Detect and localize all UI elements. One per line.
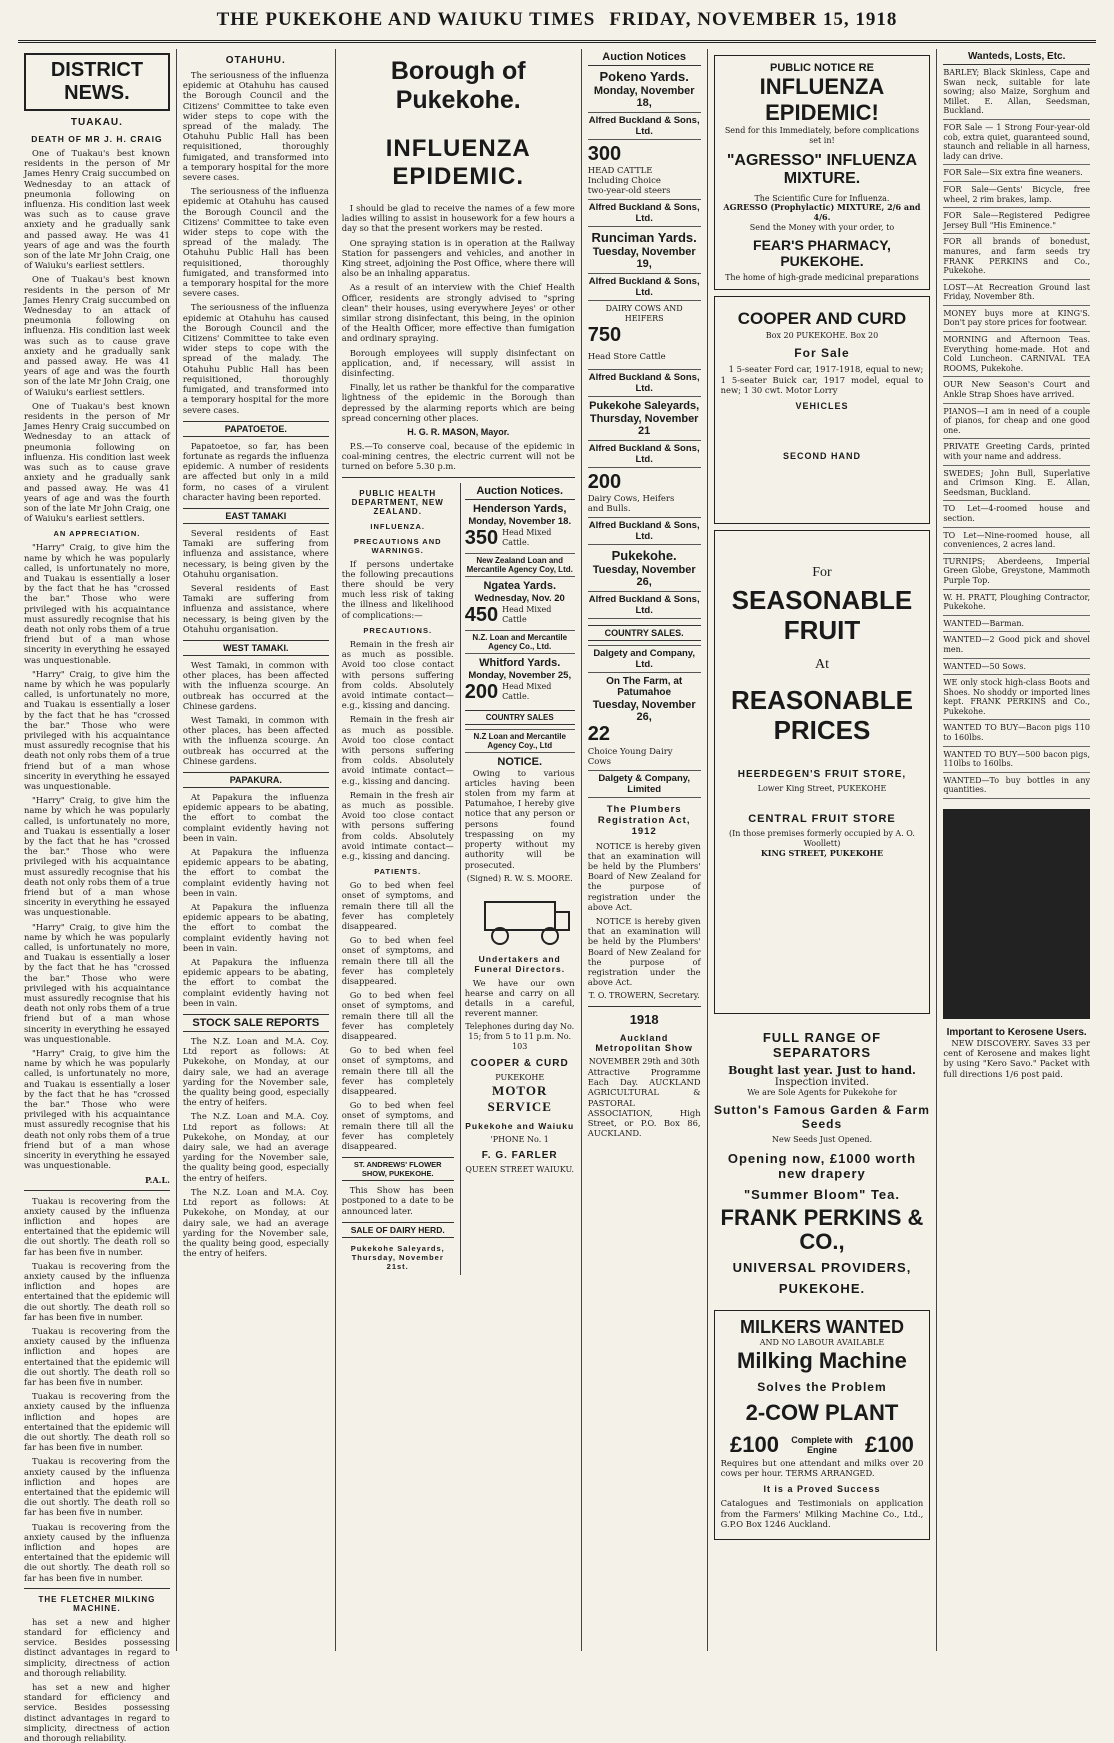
lot-count: 22: [587, 723, 610, 746]
farler-name: F. G. FARLER: [481, 1150, 558, 1162]
nz-loan-firm: New Zealand Loan and Mercantile Agency Coy, Ltd.: [465, 553, 575, 577]
masthead-date: FRIDAY, NOVEMBER 15, 1918: [609, 9, 898, 30]
classified-item: WANTED—To buy bottles in any quantities.: [943, 773, 1090, 799]
country-sales-heading: COUNTRY SALES: [465, 710, 575, 725]
perkins-ad: [714, 1020, 931, 1305]
sale-lot: [465, 527, 575, 550]
notice-paragraph: Finally, let us rather be thankful for the comparative lightness of the epidemic in the Borough than depressed by the alarming reports which are being spread concerning other places.: [341, 382, 575, 423]
lot-desc: Head Mixed Cattle.: [502, 528, 552, 548]
universal-providers: UNIVERSAL PROVIDERS,: [732, 1260, 912, 1276]
auction-notices-2: [460, 483, 575, 1275]
sale-lot: [465, 604, 575, 627]
classified-item: SWEDES; John Bull, Superlative and Crimson King. E. Allan, Seedsman, Buckland.: [943, 466, 1090, 502]
sutton-sub: New Seeds Just Opened.: [771, 1135, 872, 1145]
public-notice: PUBLIC NOTICE RE: [770, 62, 874, 74]
sale-lot: [588, 324, 701, 366]
epidemic-heading: INFLUENZA EPIDEMIC!: [759, 74, 885, 125]
notice-paragraph: Owing to various articles having been stolen from my farm at Patumahoe, I hereby give notice that any person or persons found trespassing on my property without my authority will be prosecuted.: [464, 767, 575, 870]
lot-count: 200: [587, 470, 622, 493]
article-paragraph: Tuakau is recovering from the anxiety caused by the influenza infliction and hopes are entertained that the epidemic will die out shortly. The death roll so far has been five in number.: [24, 1391, 170, 1453]
pokeno-date: Monday, November 18,: [593, 85, 695, 109]
second-hand-heading: SECOND HAND: [782, 450, 861, 461]
classified-item: BARLEY; Black Skinless, Cape and Swan neck, suitable for late sowing; also Maize, Sorghum and Millet. E. Allan, Seedsman, Buckland.: [943, 65, 1090, 120]
buckland-firm: Alfred Buckland & Sons, Ltd.: [588, 517, 701, 545]
west-tamaki-heading: WEST TAMAKI.: [183, 640, 329, 656]
article-paragraph: The seriousness of the influenza epidemic at Otahuhu has caused the Borough Council and the Citizens' Committee to take even wider steps to cope with the spread of the malady. The Otahuhu Public Hall has been requisitioned, thoroughly fumigated, and transformed into a temporary hospital for the more severe cases.: [182, 302, 329, 415]
show-paragraph: Attractive Programme Each Day. AUCKLAND AGRICULTURAL & PASTORAL ASSOCIATION, High Street, or P.O. Box 86, AUCKLAND.: [587, 1067, 701, 1139]
lot-desc: Head Mixed Cattle.: [502, 682, 552, 702]
article-paragraph: The N.Z. Loan and M.A. Coy. Ltd report as follows: At Pukekohe, on Monday, at our dairy sale, we had an average yarding for the November sale, the quality being good, especially the entry of heifers.: [182, 1111, 329, 1183]
classified-item: WANTED—Barman.: [943, 616, 1090, 633]
sale-lot: [588, 723, 701, 767]
classified-item: FOR Sale—Gents' Bicycle, free wheel, 2 rim brakes, lamp.: [943, 182, 1090, 208]
central-sub: (In those premises formerly occupied by A. O. Woollett): [729, 829, 915, 849]
buckland-firm: Alfred Buckland & Sons, Ltd.: [588, 440, 701, 468]
article-paragraph: West Tamaki, in common with other places, has been affected with the influenza scourge. An outbreak has occurred at the Chinese gardens.: [182, 714, 329, 766]
column-district-news: [18, 49, 177, 1743]
column-advertisements: [708, 49, 938, 1651]
article-paragraph: At Papakura the influenza epidemic appears to be abating, the effort to combat the complaint evidently having not been in vain.: [182, 847, 329, 898]
farler-address: QUEEN STREET WAIUKU.: [465, 1165, 575, 1175]
send-line: Send for this Immediately, before complications set in!: [724, 126, 920, 145]
health-paragraph: Remain in the fresh air as much as possible. Avoid too close contact with persons suffering from colds. Absolutely avoid intimate contact—e.g., kissing and dancing.: [341, 714, 454, 786]
columns: [18, 49, 1096, 1743]
for-text: For: [812, 564, 832, 580]
opening-line: Opening now, £1000 worth new drapery: [727, 1151, 917, 1182]
lot-desc: HEAD CATTLE Including Choice two-year-old steers: [587, 166, 671, 196]
wanteds-heading: Wanteds, Losts, Etc.: [943, 49, 1090, 65]
notice-heading: NOTICE.: [497, 755, 543, 768]
agresso-price: AGRESSO (Prophylactic) MIXTURE, 2/6 and 4/6.: [723, 202, 921, 223]
article-paragraph: The seriousness of the influenza epidemic at Otahuhu has caused the Borough Council and the Citizens' Committee to take even wider steps to cope with the spread of the malady. The Otahuhu Public Hall has been requisitioned, thoroughly fumigated, and transformed into a temporary hospital for the more severe cases.: [182, 186, 329, 299]
otahuhu-heading: OTAHUHU.: [225, 55, 286, 66]
article-paragraph: Tuakau is recovering from the anxiety caused by the influenza infliction and hopes are entertained that the epidemic will die out shortly. The death roll so far has been five in number.: [24, 1325, 170, 1387]
article-paragraph: Tuakau is recovering from the anxiety caused by the influenza infliction and hopes are entertained that the epidemic will die out shortly. The death roll so far has been five in number.: [24, 1260, 170, 1322]
nz-loan-firm: N.Z Loan and Mercantile Agency Coy., Ltd: [465, 729, 575, 753]
tuakau-heading: TUAKAU.: [70, 117, 123, 128]
health-paragraph: Go to bed when feel onset of symptoms, and remain there till all the fever has completely disappeared.: [341, 1100, 454, 1152]
ngatea-date: Wednesday, Nov. 20: [474, 592, 565, 604]
column-local-news: [177, 49, 336, 1651]
proved-success: It is a Proved Success: [763, 1484, 881, 1495]
health-paragraph: Go to bed when feel onset of symptoms, and remain there till all the fever has completely disappeared.: [341, 880, 454, 931]
mayor-signature: H. G. R. MASON, Mayor.: [407, 427, 510, 438]
kerosene-paragraph: NEW DISCOVERY. Saves 33 per cent of Kerosene and makes light by using "Kero Savo." Packet with full directions 1/6 post paid.: [943, 1038, 1090, 1079]
classified-item: PRIVATE Greeting Cards, printed with your name and address.: [943, 439, 1090, 465]
fears-sub: The home of high-grade medicinal preparations: [725, 272, 919, 282]
district-news-heading: DISTRICT NEWS.: [24, 53, 170, 111]
classified-item: PIANOS—I am in need of a couple of pianos, for cheap and one good one.: [943, 404, 1090, 440]
lot-desc: Choice Young Dairy Cows: [587, 746, 673, 767]
health-notice: [342, 483, 454, 1275]
pukekohe-date: Tuesday, November 26,: [592, 564, 696, 589]
health-paragraph: Go to bed when feel onset of symptoms, and remain there till all the fever has completely disappeared.: [341, 1045, 454, 1097]
classified-list: [943, 65, 1090, 799]
for-sale-items: 1 5-seater Ford car, 1917-1918, equal to new; 1 5-seater Buick car, 1917 model, equal to new; 1 30 cwt. Motor Lorry: [720, 364, 924, 395]
divider: [588, 1006, 701, 1007]
ngatea-yards: Ngatea Yards.: [483, 579, 556, 592]
show-heading: Auckland Metropolitan Show: [595, 1033, 693, 1054]
terms-line: Requires but one attendant and milks over 20 cows per hour. TERMS ARRANGED.: [720, 1457, 924, 1479]
article-paragraph: Papatoetoe, so far, has been fortunate as regards the influenza epidemic. A number of residents are affected but only in a mild form, no cases of a virulent character having been reported.: [182, 440, 329, 502]
health-paragraph: Go to bed when feel onset of symptoms, and remain there till all the fever has completely disappeared.: [341, 935, 454, 986]
telephone-numbers: Telephones during day No. 15; from 5 to 11 p.m. No. 103: [465, 1022, 575, 1051]
health-paragraph: Remain in the fresh air as much as possible. Avoid too close contact with persons suffering from colds. Absolutely avoid intimate contact—e.g., kissing and dancing.: [341, 638, 454, 711]
sole-agents: We are Sole Agents for Pukekohe for: [747, 1087, 897, 1097]
notice-paragraph: As a result of an interview with the Chief Health Officer, residents are strongly advised to "spring clean" their houses, using everywhere Jeyes' or other similar strong disinfectant, this being, in the opinion of the Health Officer, more effective than fumigation and ordinary spraying.: [341, 282, 575, 344]
sale-lot: [588, 143, 701, 196]
bought-line: Bought last year. Just to hand.: [728, 1063, 916, 1077]
perkins-heading: FRANK PERKINS & CO.,: [720, 1205, 924, 1255]
henderson-yards: Henderson Yards,: [473, 502, 567, 515]
article-paragraph: One of Tuakau's best known residents in the person of Mr James Henry Craig succumbed on Wednesday to an attack of pneumonia following on influenza. His condition last week was such as to cause grave anxiety and he gradually sank and passed away. He was 41 years of age and was the fourth son of the late Mr John Craig, one of Waiuku's earliest settlers.: [24, 400, 170, 524]
article-paragraph: "Harry" Craig, to give him the name by which he was popularly called, is unfortunately no more, and Tuakau is essentially a loser by the fact that he has "crossed the bar." Those who were privileged with his acquaintance must assuredly recognise that his death not only robs them of a true friend but of a man whose sincerity in everything he essayed was unquestionable.: [24, 921, 170, 1044]
classified-item: TO Let—4-roomed house and section.: [943, 501, 1090, 527]
nz-loan-firm: N.Z. Loan and Mercantile Agency Co., Ltd.: [465, 630, 575, 654]
article-paragraph: The N.Z. Loan and M.A. Coy. Ltd report as follows: At Pukekohe, on Monday, at our dairy sale, we had an average yarding for the November sale, the quality being good, especially the entry of heifers.: [182, 1036, 329, 1108]
health-paragraph: Remain in the fresh air as much as possible. Avoid too close contact with persons suffering from colds. Absolutely avoid intimate contact—e.g., kissing and dancing.: [341, 789, 454, 861]
stock-sale-heading: STOCK SALE REPORTS: [183, 1014, 329, 1032]
sutton-heading: Sutton's Famous Garden & Farm Seeds: [714, 1103, 930, 1132]
buckland-firm: Alfred Buckland & Sons, Ltd.: [588, 273, 701, 301]
motor-phone: 'PHONE No. 1: [490, 1134, 549, 1144]
sale-lot: [465, 681, 575, 704]
article-paragraph: The seriousness of the influenza epidemic at Otahuhu has caused the Borough Council and the Citizens' Committee to take even wider steps to cope with the spread of the malady. The Otahuhu Public Hall has been requisitioned, thoroughly fumigated, and transformed into a temporary hospital for the more severe cases.: [182, 70, 329, 183]
sale-lot: [588, 471, 701, 515]
runciman-note: DAIRY COWS AND HEIFERS: [605, 304, 683, 323]
pokeno-yards: Pokeno Yards.: [599, 69, 689, 84]
author-initials: P.A.L.: [144, 1174, 170, 1185]
patumahoe-farm: On The Farm, at Patumahoe: [606, 676, 683, 699]
notice-paragraph: P.S.—To conserve coal, because of the epidemic in coal-mining centres, the electric current will not be turned on before 5.30 p.m.: [341, 441, 575, 472]
article-paragraph: has set a new and higher standard for efficiency and service. Besides possessing distinct advantages in regard to simplicity, directness of action and thorough reliability.: [24, 1682, 170, 1743]
article-paragraph: One of Tuakau's best known residents in the person of Mr James Henry Craig succumbed on Wednesday to an attack of pneumonia following on influenza. His condition last week was such as to cause grave anxiety and he gradually sank and passed away. He was 41 years of age and was the fourth son of the late Mr John Craig, one of Waiuku's earliest settlers.: [24, 148, 170, 271]
east-tamaki-heading: EAST TAMAKI: [183, 508, 329, 524]
heerdegen-heading: HEERDEGEN'S FRUIT STORE,: [737, 768, 907, 780]
papakura-heading: PAPAKURA.: [183, 772, 329, 788]
classified-item: TURNIPS; Aberdeens, Imperial Green Globe, Greystone, Mammoth Purple Top.: [943, 554, 1090, 590]
kerosene-heading: Important to Kerosene Users.: [946, 1027, 1087, 1039]
buckland-firm: Alfred Buckland & Sons, Ltd.: [588, 199, 701, 227]
whitford-date: Monday, November 25,: [468, 669, 572, 681]
runciman-yards: Runciman Yards.: [591, 230, 697, 245]
black-box: [943, 809, 1090, 1019]
article-paragraph: "Harry" Craig, to give him the name by which he was popularly called, is unfortunately no more, and Tuakau is essentially a loser by the fact that he has "crossed the bar." Those who were privileged with his acquaintance must assuredly recognise that his death not only robs them of a true friend but of a man whose sincerity in everything he essayed was unquestionable.: [24, 795, 170, 918]
heerdegen-sub: Lower King Street, PUKEKOHE: [757, 783, 887, 793]
borough-heading: Borough of Pukekohe.: [390, 57, 526, 114]
auction-notices-heading: Auction Notices: [588, 49, 701, 66]
health-heading: PUBLIC HEALTH DEPARTMENT, NEW ZEALAND.: [351, 488, 444, 516]
article-paragraph: has set a new and higher standard for efficiency and service. Besides possessing distinct advantages in regard to simplicity, directness of action and thorough reliability.: [24, 1616, 170, 1678]
hearse-icon: [465, 888, 585, 948]
article-paragraph: "Harry" Craig, to give him the name by which he was popularly called, is unfortunately no more, and Tuakau is essentially a loser by the fact that he has "crossed the bar." Those who were privileged with his acquaintance must assuredly recognise that his death not only robs them of a true friend but of a man whose sincerity in everything he essayed was unquestionable.: [24, 542, 170, 665]
solves-problem: Solves the Problem: [757, 1379, 887, 1394]
patients-heading: PATIENTS.: [374, 867, 422, 877]
lot-count: 300: [587, 143, 622, 165]
article-paragraph: Tuakau is recovering from the anxiety caused by the influenza infliction and hopes are entertained that the epidemic will die out shortly. The death roll so far has been five in number.: [24, 1195, 170, 1257]
lot-count: 350: [464, 526, 499, 549]
pukekohe-sale: Pukekohe.: [611, 548, 677, 564]
patumahoe-date: Tuesday, November 26,: [592, 699, 696, 724]
influenza-mixture-ad: [714, 55, 931, 290]
price-right: £100: [864, 1431, 914, 1457]
dalgety-firm: Dalgety and Company, Ltd.: [588, 645, 701, 673]
undertakers-heading: Undertakers and Funeral Directors.: [474, 953, 566, 974]
article-paragraph: "Harry" Craig, to give him the name by which he was popularly called, is unfortunately no more, and Tuakau is essentially a loser by the fact that he has "crossed the bar." Those who were privileged with his acquaintance must assuredly recognise that his death not only robs them of a true friend but of a man whose sincerity in everything he essayed was unquestionable.: [24, 1048, 170, 1171]
saleyards-date: Thursday, November 21: [589, 412, 699, 437]
lot-count: 450: [464, 603, 499, 626]
plumbers-paragraph: NOTICE is hereby given that an examination will be held by the Plumbers' Board of New Zealand for the purpose of registration under the above Act.: [587, 916, 701, 988]
central-address: KING STREET, PUKEKOHE: [760, 847, 884, 858]
reasonable-prices: REASONABLE PRICES: [730, 684, 913, 745]
summer-bloom: "Summer Bloom" Tea.: [743, 1187, 900, 1203]
health-paragraph: Go to bed when feel onset of symptoms, and remain there till all the fever has completely disappeared.: [341, 990, 454, 1041]
papatoetoe-heading: PAPATOETOE.: [183, 421, 329, 437]
country-sales-heading: COUNTRY SALES.: [588, 625, 701, 641]
vehicles-heading: VEHICLES: [795, 400, 849, 411]
cooper-box-line: Box 20 PUKEKOHE. Box 20: [765, 330, 879, 340]
classified-item: TO Let—Nine-roomed house, all conveniences, 2 acres land.: [943, 528, 1090, 554]
separators-heading: FULL RANGE OF SEPARATORS: [762, 1029, 882, 1060]
seasonable-fruit: SEASONABLE FRUIT: [731, 584, 913, 645]
classified-item: MORNING and Afternoon Teas. Everything home-made. Hot and Cold Luncheon. CARNIVAL TEA ROOMS, Pukekohe.: [943, 332, 1090, 377]
divider: [24, 1588, 170, 1589]
masthead-title: THE PUKEKOHE AND WAIUKU TIMES: [216, 9, 596, 30]
precautions2-heading: PRECAUTIONS.: [363, 625, 433, 635]
health-paragraph: If persons undertake the following precautions there should be very much less risk of taking the illness and likelihood of complications:—: [341, 558, 454, 620]
cooper-curd-heading: COOPER AND CURD: [737, 308, 907, 328]
milking-machine-ad: [714, 1310, 931, 1540]
article-paragraph: Several residents of East Tamaki are suffering from influenza and assistance, where necessary, is being given by the Otahuhu organisation.: [182, 582, 329, 634]
inspection-line: Inspection invited.: [774, 1076, 870, 1088]
article-paragraph: West Tamaki, in common with other places, has been affected with the influenza scourge. An outbreak has occurred at the Chinese gardens.: [182, 659, 329, 711]
notice-paragraph: Borough employees will supply disinfectant on application, and, if necessary, will assist in disinfecting.: [341, 347, 575, 379]
article-paragraph: Tuakau is recovering from the anxiety caused by the influenza infliction and hopes are entertained that the epidemic will die out shortly. The death roll so far has been five in number.: [24, 1521, 170, 1583]
lot-count: 750: [587, 323, 622, 346]
plumbers-heading: The Plumbers Registration Act, 1912: [597, 803, 691, 837]
agresso-heading: "AGRESSO" INFLUENZA MIXTURE.: [726, 151, 918, 187]
article-paragraph: Tuakau is recovering from the anxiety caused by the influenza infliction and hopes are entertained that the epidemic will die out shortly. The death roll so far has been five in number.: [24, 1456, 170, 1518]
article-paragraph: At Papakura the influenza epidemic appears to be abating, the effort to combat the complaint evidently having not been in vain.: [182, 791, 329, 843]
influenza-heading: INFLUENZA EPIDEMIC.: [385, 135, 531, 190]
plumbers-paragraph: NOTICE is hereby given that an examination will be held by the Plumbers' Board of New Zealand for the purpose of registration under the above Act.: [587, 840, 701, 912]
notice-signature: (Signed) R. W. S. MOORE.: [466, 873, 573, 883]
classified-item: WANTED TO BUY—Bacon pigs 110 to 160lbs.: [943, 720, 1090, 746]
send-money: Send the Money with your order, to: [749, 222, 895, 232]
divider: [342, 477, 575, 478]
fears-pharmacy: FEAR'S PHARMACY, PUKEKOHE.: [753, 236, 891, 269]
article-paragraph: The N.Z. Loan and M.A. Coy. Ltd report as follows: At Pukekohe, on Monday, at our dairy sale, we had an average yarding for the November sale, the quality being good, especially the entry of heifers.: [182, 1186, 329, 1259]
henderson-date: Monday, November 18.: [468, 515, 572, 527]
dairy-sale-heading: SALE OF DAIRY HERD.: [342, 1222, 454, 1238]
saleyards: Pukekohe Saleyards,: [589, 399, 700, 412]
show-date: NOVEMBER 29th and 30th: [588, 1057, 700, 1067]
classified-item: FOR Sale—Registered Pedigree Jersey Bull "His Eminence.": [943, 208, 1090, 234]
article-paragraph: Several residents of East Tamaki are suffering from influenza and assistance, where necessary, is being given by the Otahuhu organisation.: [182, 527, 329, 579]
column-auction-notices: [582, 49, 708, 1651]
notice-paragraph: I should be glad to receive the names of a few more ladies willing to assist in housework for a few hours a day so that the present workers may be rested.: [341, 203, 575, 234]
classified-item: WANTED TO BUY—500 bacon pigs, 110lbs to 160lbs.: [943, 747, 1090, 773]
milking-machine-heading: Milking Machine: [737, 1347, 907, 1373]
dairy-sale-sub: Pukekohe Saleyards, Thursday, November 21st.: [350, 1243, 445, 1271]
column-classifieds: [937, 49, 1096, 1651]
divider: [24, 1190, 170, 1191]
fruit-store-ad: [714, 530, 931, 1014]
price-left: £100: [730, 1431, 779, 1457]
article-paragraph: At Papakura the influenza epidemic appears to be abating, the effort to combat the complaint evidently having not been in vain.: [182, 957, 329, 1008]
runciman-date: Tuesday, November 19,: [592, 246, 696, 270]
health-sub: INFLUENZA.: [370, 521, 426, 531]
column-borough: [336, 49, 582, 1651]
agresso-sub: The Scientific Cure for Influenza.: [754, 193, 890, 203]
motor-service-sub: Pukekohe and Waiuku: [465, 1120, 575, 1131]
catalogues-line: Catalogues and Testimonials on application from the Farmers' Milking Machine Co., Ltd., G.P.O Box 1246 Auckland.: [720, 1498, 924, 1529]
whitford-yards: Whitford Yards.: [479, 656, 561, 669]
lot-desc: Dairy Cows, Heifers and Bulls.: [587, 494, 675, 515]
classified-item: LOST—At Recreation Ground last Friday, November 8th.: [943, 280, 1090, 306]
central-heading: CENTRAL FRUIT STORE: [748, 813, 896, 826]
cooper-curd: COOPER & CURD: [470, 1057, 569, 1069]
lot-desc: Head Mixed Cattle: [502, 605, 552, 625]
classified-item: OUR New Season's Court and Ankle Strap Shoes have arrived.: [943, 377, 1090, 403]
buckland-firm: Alfred Buckland & Sons, Ltd.: [588, 112, 701, 140]
lower-split: [342, 483, 575, 1275]
cooper-curd-ad: [714, 296, 931, 524]
classified-item: MONEY buys more at KING'S. Don't pay store prices for footwear.: [943, 306, 1090, 332]
flower-show-note: This Show has been postponed to a date to be announced later.: [341, 1185, 454, 1216]
classified-item: WANTED—50 Sows.: [943, 659, 1090, 676]
no-labour: AND NO LABOUR AVAILABLE: [759, 1338, 885, 1348]
price-row: [721, 1432, 924, 1458]
classified-item: WANTED—2 Good pick and shovel men.: [943, 632, 1090, 658]
article-paragraph: One of Tuakau's best known residents in the person of Mr James Henry Craig succumbed on Wednesday to an attack of pneumonia following on influenza. His condition last week was such as to cause grave anxiety and he gradually sank and passed away. He was 41 years of age and was the fourth son of the late Mr John Craig, one of Waiuku's earliest settlers.: [24, 274, 170, 397]
fletcher-heading: THE FLETCHER MILKING MACHINE.: [38, 1594, 156, 1613]
two-cow-plant: 2-COW PLANT: [745, 1399, 899, 1425]
buckland-firm: Alfred Buckland & Sons, Ltd.: [588, 591, 701, 619]
undertakers-paragraph: We have our own hearse and carry on all details in a careful, reverent manner.: [464, 977, 575, 1019]
notice-paragraph: One spraying station is in operation at the Railway Station for passengers and vehicles, and another in King street, adjoining the Post Office, where there will also be an inhaling apparatus.: [341, 237, 575, 279]
at-text: At: [814, 656, 829, 672]
article-paragraph: At Papakura the influenza epidemic appears to be abating, the effort to combat the complaint evidently having not been in vain.: [182, 902, 329, 953]
classified-item: FOR Sale — 1 Strong Four-year-old cob, extra quiet, guaranteed sound, staunch and reliable in all harness, lady can drive.: [943, 120, 1090, 165]
auction-notices-heading: Auction Notices.: [465, 483, 575, 500]
buckland-firm: Alfred Buckland & Sons, Ltd.: [588, 369, 701, 397]
classified-item: W. H. PRATT, Ploughing Contractor, Pukekohe.: [943, 590, 1090, 616]
milkers-wanted: MILKERS WANTED: [739, 1317, 904, 1338]
complete-engine: Complete with Engine: [791, 1434, 853, 1455]
masthead: [18, 0, 1096, 43]
for-sale-heading: For Sale: [794, 346, 850, 361]
show-year: 1918: [629, 1012, 659, 1028]
flower-show-heading: ST. ANDREWS' FLOWER SHOW, PUKEKOHE.: [342, 1157, 454, 1181]
classified-item: WE only stock high-class Boots and Shoes. No shoddy or imported lines kept. FRANK PERKINS and Co., Pukekohe.: [943, 675, 1090, 720]
dalgety-firm: Dalgety & Company, Limited: [588, 770, 701, 798]
death-heading: DEATH OF MR J. H. CRAIG: [31, 134, 163, 144]
classified-item: FOR all brands of bonedust, manures, and farm seeds try FRANK PERKINS and Co., Pukekohe.: [943, 234, 1090, 279]
classified-item: FOR Sale—Six extra fine weaners.: [943, 165, 1090, 182]
precautions-heading: PRECAUTIONS AND WARNINGS.: [353, 536, 442, 555]
appreciation-heading: AN APPRECIATION.: [53, 529, 141, 539]
perkins-town: PUKEKOHE.: [778, 1281, 866, 1297]
lot-count: 200: [464, 680, 499, 703]
cooper-town: PUKEKOHE: [495, 1072, 545, 1082]
plumbers-signature: T. O. TROWERN, Secretary.: [588, 991, 700, 1001]
lot-desc: Head Store Cattle: [587, 352, 666, 363]
article-paragraph: "Harry" Craig, to give him the name by which he was popularly called, is unfortunately no more, and Tuakau is essentially a loser by the fact that he has "crossed the bar." Those who were privileged with his acquaintance must assuredly recognise that his death not only robs them of a true friend but of a man whose sincerity in everything he essayed was unquestionable.: [24, 668, 170, 791]
motor-service-heading: MOTOR SERVICE: [487, 1082, 552, 1114]
